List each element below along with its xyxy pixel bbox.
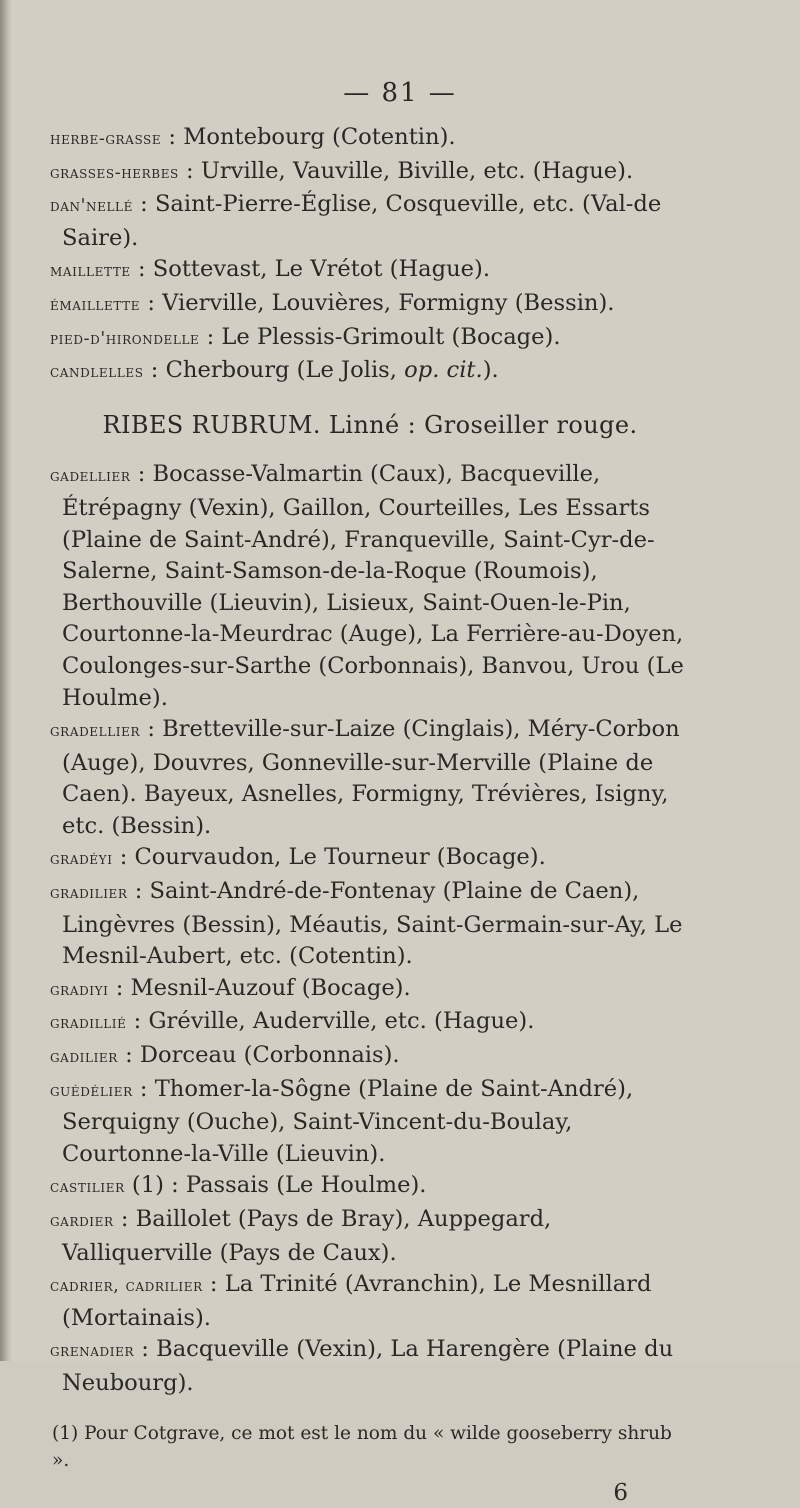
dictionary-entry xyxy=(50,156,690,190)
entry-localities: Vierville, Louvières, Formigny (Bessin). xyxy=(162,289,615,316)
entry-separator: : xyxy=(117,1042,140,1069)
entry-separator: (1) : xyxy=(124,1172,186,1199)
entry-separator: : xyxy=(127,878,150,905)
entry-separator: : xyxy=(112,844,135,871)
entry-separator: : xyxy=(202,1271,225,1298)
entry-localities: Bretteville-sur-Laize (Cinglais), Méry-Corbon (Auge), Douvres, Gonneville-sur-Merville (Plaine de Caen). Bayeux, Asnelles, Formigny, Trévières, Isigny, etc. (Bessin). xyxy=(62,716,680,839)
entry-separator: : xyxy=(130,256,153,283)
dictionary-entry xyxy=(50,189,690,254)
entry-term: castilier xyxy=(50,1177,125,1198)
entry-term: guédélier xyxy=(50,1080,133,1101)
dictionary-entry xyxy=(50,876,690,973)
dictionary-entry xyxy=(50,1204,690,1269)
entry-localities: Bocasse-Valmartin (Caux), Bacqueville, Étrépagny (Vexin), Gaillon, Courteilles, Les Essarts (Plaine de Saint-André), Franqueville, Saint-Cyr-de-Salerne, Saint-Samson-de-la-Roque (Roumois), Berthouville (Lieuvin), Lisieux, Saint-Ouen-le-Pin, Courtonne-la-Meurdrac (Auge), La Ferrière-au-Doyen, Coulonges-sur-Sarthe (Corbonnais), Banvou, Urou (Le Houlme). xyxy=(62,461,684,711)
entry-localities: Baillolet (Pays de Bray), Auppegard, Valliquerville (Pays de Caux). xyxy=(62,1206,552,1266)
entry-localities: Saint-Pierre-Église, Cosqueville, etc. (Val-de Saire). xyxy=(62,191,662,251)
section-title: RIBES RUBRUM. Linné : Groseiller rouge. xyxy=(102,410,638,439)
entry-localities: Bacqueville (Vexin), La Harengère (Plaine du Neubourg). xyxy=(62,1336,674,1396)
entry-separator: : xyxy=(161,124,184,150)
dictionary-entry xyxy=(50,1040,690,1074)
entry-term: gradillié xyxy=(50,1013,127,1034)
dictionary-entry xyxy=(50,355,690,389)
entry-list-top xyxy=(50,122,690,389)
entry-localities: Courvaudon, Le Tourneur (Bocage). xyxy=(134,844,546,871)
entry-term: gradellier xyxy=(50,721,141,742)
entry-separator: : xyxy=(134,1336,157,1363)
entry-term: cadrier, cadrilier xyxy=(50,1276,203,1297)
entry-term: gadilier xyxy=(50,1047,118,1068)
dictionary-entry xyxy=(50,973,690,1007)
dictionary-entry xyxy=(50,1074,690,1171)
entry-term: gradiyi xyxy=(50,979,109,1000)
entry-separator: : xyxy=(126,1008,149,1035)
entry-citation: op. cit. xyxy=(404,357,483,384)
dictionary-entry xyxy=(50,842,690,876)
entry-separator: : xyxy=(132,191,155,218)
entry-separator: : xyxy=(199,323,222,350)
page-number-header: — 81 — xyxy=(343,78,457,108)
entry-localities: Cherbourg (Le Jolis, xyxy=(165,357,405,384)
entry-separator: : xyxy=(143,357,166,384)
entry-separator: : xyxy=(132,1075,155,1102)
entry-tail: ). xyxy=(482,357,499,384)
dictionary-entry xyxy=(50,288,690,322)
entry-separator: : xyxy=(113,1206,136,1232)
entry-separator: : xyxy=(140,716,163,743)
page-binding-edge xyxy=(0,0,12,1361)
entry-localities: La Trinité (Avranchin), Le Mesnillard (Mortainais). xyxy=(62,1271,652,1331)
dictionary-entry xyxy=(50,714,690,842)
entry-localities: Thomer-la-Sôgne (Plaine de Saint-André), Serquigny (Ouche), Saint-Vincent-du-Boulay, Courtonne-la-Ville (Lieuvin). xyxy=(62,1075,634,1167)
dictionary-entry xyxy=(50,122,690,156)
entry-localities: Sottevast, Le Vrétot (Hague). xyxy=(152,256,491,283)
dictionary-entry xyxy=(50,1170,690,1204)
dictionary-entry xyxy=(50,322,690,356)
dictionary-entry xyxy=(50,1334,690,1399)
entry-term: gradilier xyxy=(50,883,128,904)
entry-separator: : xyxy=(130,461,153,488)
dictionary-entry xyxy=(50,254,690,288)
signature-mark: 6 xyxy=(613,1479,628,1506)
entry-localities: Montebourg (Cotentin). xyxy=(183,124,456,150)
dictionary-entry xyxy=(50,1006,690,1040)
entry-term: pied-d'hirondelle xyxy=(50,328,200,349)
entry-term: émaillette xyxy=(50,294,141,315)
entry-separator: : xyxy=(108,974,131,1001)
entry-term: grasses-herbes xyxy=(50,162,179,183)
entry-term: dan'nellé xyxy=(50,196,133,217)
entry-localities: Saint-André-de-Fontenay (Plaine de Caen), Lingèvres (Bessin), Méautis, Saint-Germain-sur-Ay, Le Mesnil-Aubert, etc. (Cotentin). xyxy=(62,878,683,970)
entry-localities: Le Plessis-Grimoult (Bocage). xyxy=(221,323,561,350)
footnote: (1) Pour Cotgrave, ce mot est le nom du « wilde gooseberry shrub ». xyxy=(52,1422,672,1471)
entry-term: grenadier xyxy=(50,1341,135,1362)
entry-localities: Urville, Vauville, Biville, etc. (Hague). xyxy=(200,157,634,184)
entry-separator: : xyxy=(140,289,163,316)
entry-term: maillette xyxy=(50,261,131,282)
dictionary-entry xyxy=(50,1269,690,1334)
entry-term: herbe-grasse xyxy=(50,129,162,149)
dictionary-entry xyxy=(50,459,690,714)
entry-localities: Mesnil-Auzouf (Bocage). xyxy=(130,974,411,1001)
entry-separator: : xyxy=(178,157,201,184)
entry-term: candlelles xyxy=(50,362,144,383)
entry-localities: Dorceau (Corbonnais). xyxy=(139,1042,400,1069)
entry-term: gradéyi xyxy=(50,849,113,870)
page-body xyxy=(50,122,690,1508)
entry-list-bottom xyxy=(50,459,690,1399)
entry-localities: Passais (Le Houlme). xyxy=(185,1172,427,1199)
entry-term: gadellier xyxy=(50,466,131,487)
entry-term: gardier xyxy=(50,1211,114,1231)
entry-localities: Gréville, Auderville, etc. (Hague). xyxy=(148,1008,535,1035)
